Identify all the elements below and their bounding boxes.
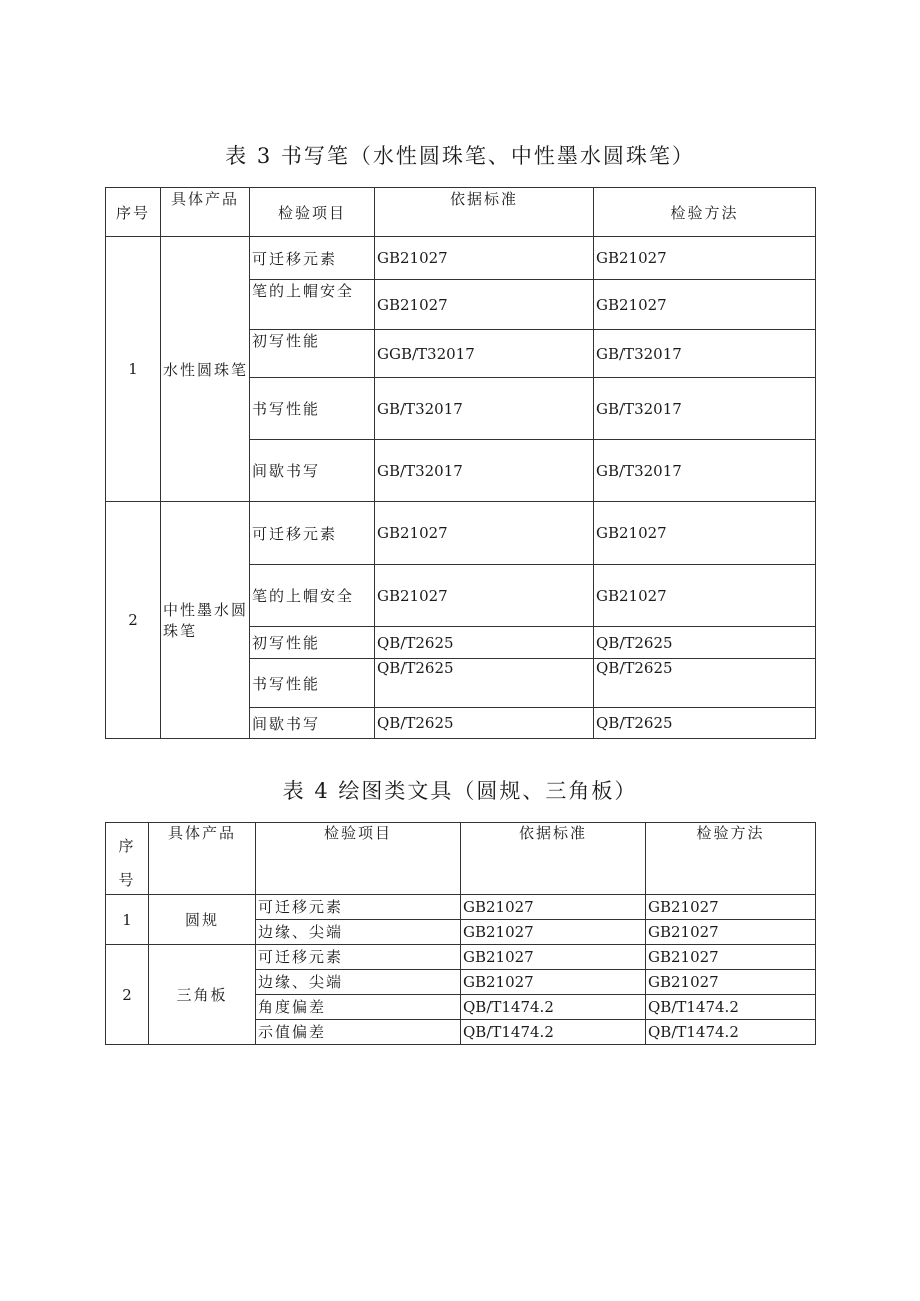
item-cell: 初写性能	[250, 627, 375, 659]
header-seq-line2: 号	[118, 871, 136, 889]
group-product: 水性圆珠笔	[161, 237, 250, 502]
header-standard: 依据标准	[375, 188, 594, 237]
standard-cell: GB21027	[375, 565, 594, 627]
standard-cell: QB/T1474.2	[461, 995, 646, 1020]
table-row	[106, 895, 816, 920]
item-cell: 书写性能	[250, 378, 375, 440]
item-cell: 示值偏差	[256, 1020, 461, 1045]
header-item: 检验项目	[250, 188, 375, 237]
standard-cell: QB/T2625	[375, 708, 594, 739]
table-row	[106, 237, 816, 280]
item-cell: 间歇书写	[250, 708, 375, 739]
table3-caption: 表 3 书写笔（水性圆珠笔、中性墨水圆珠笔）	[225, 144, 695, 168]
item-cell: 边缘、尖端	[256, 920, 461, 945]
header-seq-line1: 序	[118, 837, 136, 855]
table4	[105, 822, 816, 1045]
item-cell: 边缘、尖端	[256, 970, 461, 995]
header-method: 检验方法	[646, 823, 816, 895]
method-cell: GB/T32017	[594, 330, 816, 378]
method-cell: QB/T2625	[594, 659, 816, 708]
group-product: 三角板	[149, 945, 256, 1045]
item-cell: 初写性能	[250, 330, 375, 378]
standard-cell: GB21027	[461, 970, 646, 995]
item-cell: 间歇书写	[250, 440, 375, 502]
method-cell: GB/T32017	[594, 378, 816, 440]
standard-cell: GB/T32017	[375, 440, 594, 502]
method-cell: QB/T2625	[594, 708, 816, 739]
standard-cell: GB21027	[375, 237, 594, 280]
method-cell: GB21027	[594, 502, 816, 565]
group-seq: 2	[106, 945, 149, 1045]
item-cell: 可迁移元素	[250, 237, 375, 280]
table4-caption: 表 4 绘图类文具（圆规、三角板）	[282, 779, 638, 803]
method-cell: GB21027	[646, 945, 816, 970]
standard-cell: GB21027	[461, 945, 646, 970]
standard-cell: GB21027	[461, 895, 646, 920]
standard-cell: QB/T1474.2	[461, 1020, 646, 1045]
header-product: 具体产品	[161, 188, 250, 237]
standard-cell: GB/T32017	[375, 378, 594, 440]
method-cell: QB/T1474.2	[646, 1020, 816, 1045]
table4-header-row	[106, 823, 816, 895]
item-cell: 可迁移元素	[256, 945, 461, 970]
header-standard: 依据标准	[461, 823, 646, 895]
group-seq: 1	[106, 895, 149, 945]
method-cell: QB/T2625	[594, 627, 816, 659]
table3-header-row	[106, 188, 816, 237]
standard-cell: GGB/T32017	[375, 330, 594, 378]
method-cell: GB21027	[594, 280, 816, 330]
standard-cell: GB21027	[375, 502, 594, 565]
group-seq: 1	[106, 237, 161, 502]
header-seq	[106, 823, 149, 895]
item-cell: 笔的上帽安全	[250, 280, 375, 330]
method-cell: QB/T1474.2	[646, 995, 816, 1020]
standard-cell: QB/T2625	[375, 627, 594, 659]
standard-cell: GB21027	[375, 280, 594, 330]
item-cell: 可迁移元素	[250, 502, 375, 565]
item-cell: 可迁移元素	[256, 895, 461, 920]
item-cell: 书写性能	[250, 659, 375, 708]
group-product: 中性墨水圆珠笔	[161, 502, 250, 739]
item-cell: 角度偏差	[256, 995, 461, 1020]
item-cell: 笔的上帽安全	[250, 565, 375, 627]
method-cell: GB21027	[646, 920, 816, 945]
header-item: 检验项目	[256, 823, 461, 895]
group-seq: 2	[106, 502, 161, 739]
header-seq: 序号	[106, 188, 161, 237]
method-cell: GB21027	[646, 970, 816, 995]
method-cell: GB21027	[646, 895, 816, 920]
table-row	[106, 502, 816, 565]
header-method: 检验方法	[594, 188, 816, 237]
method-cell: GB21027	[594, 565, 816, 627]
standard-cell: GB21027	[461, 920, 646, 945]
method-cell: GB/T32017	[594, 440, 816, 502]
table-row	[106, 945, 816, 970]
group-product: 圆规	[149, 895, 256, 945]
method-cell: GB21027	[594, 237, 816, 280]
standard-cell: QB/T2625	[375, 659, 594, 708]
table3	[105, 187, 816, 739]
header-product: 具体产品	[149, 823, 256, 895]
